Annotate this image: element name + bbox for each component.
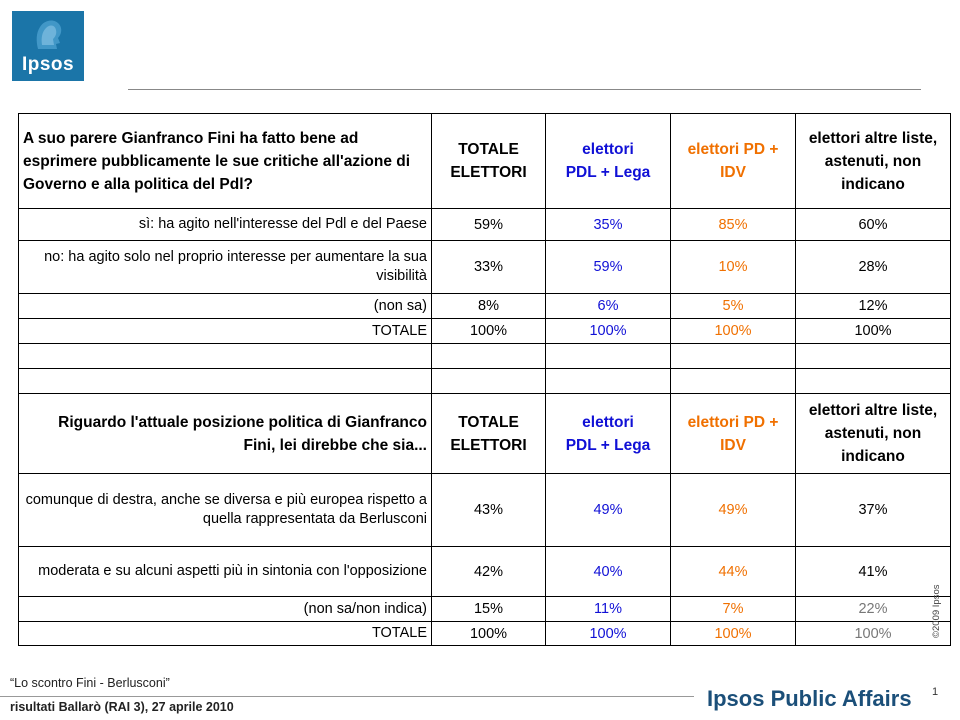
- row-label: sì: ha agito nell'interesse del Pdl e del Paese: [19, 209, 432, 241]
- header-totale-elettori: [432, 114, 546, 209]
- header-line: IDV: [720, 164, 746, 181]
- header-line: indicano: [841, 448, 905, 465]
- copyright-notice: [922, 560, 948, 640]
- empty-cell: [19, 369, 432, 394]
- value-totale: 33%: [432, 241, 546, 294]
- footer-divider: [0, 696, 694, 697]
- row-label: TOTALE: [19, 319, 432, 344]
- question1-header-row: [19, 114, 951, 209]
- header-line: ELETTORI: [450, 164, 527, 181]
- value-pdl: 40%: [546, 547, 671, 597]
- value-pd: 100%: [671, 319, 796, 344]
- value-altre: 100%: [796, 319, 951, 344]
- empty-cell: [19, 344, 432, 369]
- question1-text: A suo parere Gianfranco Fini ha fatto bene ad esprimere pubblicamente le sue critiche all'azione di Governo e alla politica del Pdl?: [19, 114, 432, 209]
- empty-cell: [671, 369, 796, 394]
- header-line: IDV: [720, 436, 746, 454]
- empty-cell: [432, 369, 546, 394]
- value-totale: 42%: [432, 547, 546, 597]
- value-altre: 100%: [796, 622, 951, 646]
- footer-title: “Lo scontro Fini - Berlusconi”: [10, 676, 170, 690]
- value-pd: 7%: [671, 597, 796, 622]
- empty-cell: [796, 369, 951, 394]
- value-pdl: 35%: [546, 209, 671, 241]
- company-name: Ipsos Public Affairs: [707, 686, 912, 711]
- value-pd: 10%: [671, 241, 796, 294]
- header-line: elettori altre liste,: [808, 402, 938, 419]
- header-line: PDL + Lega: [565, 164, 651, 181]
- logo-brand: Ipsos: [21, 54, 75, 75]
- footer-subtitle: risultati Ballarò (RAI 3), 27 aprile 2010: [10, 700, 234, 714]
- table-row: [19, 474, 951, 547]
- value-totale: 43%: [432, 474, 546, 547]
- value-pdl: 100%: [546, 319, 671, 344]
- header-totale-elettori: [432, 394, 546, 474]
- header-line: elettori PD +: [687, 141, 779, 158]
- table-row: [19, 597, 951, 622]
- header-line: astenuti, non: [824, 425, 922, 442]
- value-totale: 100%: [432, 622, 546, 646]
- header-pdl-lega: [546, 394, 671, 474]
- table-row-total: [19, 319, 951, 344]
- ipsos-logo: [12, 11, 84, 81]
- table-row-total: [19, 622, 951, 646]
- question2-header-row: [19, 394, 951, 474]
- empty-cell: [796, 344, 951, 369]
- row-label: (non sa): [19, 294, 432, 319]
- value-totale: 59%: [432, 209, 546, 241]
- header-line: elettori altre liste,: [808, 129, 938, 147]
- header-line: TOTALE: [458, 141, 519, 158]
- empty-cell: [546, 344, 671, 369]
- empty-cell: [671, 344, 796, 369]
- value-pd: 5%: [671, 294, 796, 319]
- header-line: TOTALE: [458, 413, 519, 431]
- empty-cell: [546, 369, 671, 394]
- header-line: elettori: [582, 141, 634, 158]
- value-pdl: 49%: [546, 474, 671, 547]
- value-pdl: 100%: [546, 622, 671, 646]
- value-altre: 37%: [796, 474, 951, 547]
- value-altre: 28%: [796, 241, 951, 294]
- question2-text: Riguardo l'attuale posizione politica di Gianfranco Fini, lei direbbe che sia...: [19, 394, 432, 474]
- row-label: no: ha agito solo nel proprio interesse per aumentare la sua visibilità: [19, 241, 432, 294]
- head-silhouette-icon: [30, 15, 66, 55]
- table-row: [19, 547, 951, 597]
- value-altre: 22%: [796, 597, 951, 622]
- value-pd: 100%: [671, 622, 796, 646]
- header-altre-liste: [796, 114, 951, 209]
- value-altre: 12%: [796, 294, 951, 319]
- value-pdl: 59%: [546, 241, 671, 294]
- row-label: moderata e su alcuni aspetti più in sintonia con l'opposizione: [19, 547, 432, 597]
- header-pdl-lega: [546, 114, 671, 209]
- empty-row: [19, 369, 951, 394]
- header-line: PDL + Lega: [565, 436, 651, 454]
- value-pdl: 6%: [546, 294, 671, 319]
- header-altre-liste: [796, 394, 951, 474]
- value-pd: 44%: [671, 547, 796, 597]
- empty-row: [19, 344, 951, 369]
- copyright-text: ©2009 Ipsos: [931, 584, 942, 638]
- empty-cell: [432, 344, 546, 369]
- value-totale: 8%: [432, 294, 546, 319]
- header-pd-idv: [671, 114, 796, 209]
- value-totale: 15%: [432, 597, 546, 622]
- page-number: 1: [932, 686, 939, 698]
- value-totale: 100%: [432, 319, 546, 344]
- row-label: (non sa/non indica): [19, 597, 432, 622]
- survey-table: [18, 113, 951, 646]
- table-row: [19, 209, 951, 241]
- value-altre: 60%: [796, 209, 951, 241]
- header-line: ELETTORI: [450, 436, 527, 454]
- table-row: [19, 241, 951, 294]
- header-line: astenuti, non: [824, 152, 922, 170]
- value-pd: 85%: [671, 209, 796, 241]
- row-label: TOTALE: [19, 622, 432, 646]
- value-pd: 49%: [671, 474, 796, 547]
- header-line: indicano: [841, 175, 905, 193]
- header-pd-idv: [671, 394, 796, 474]
- table-row: [19, 294, 951, 319]
- row-label: comunque di destra, anche se diversa e più europea rispetto a quella rappresentata da Berlusconi: [19, 474, 432, 547]
- header-divider: [128, 89, 921, 90]
- value-altre: 41%: [796, 547, 951, 597]
- header-line: elettori PD +: [687, 413, 779, 431]
- header-line: elettori: [582, 413, 634, 431]
- value-pdl: 11%: [546, 597, 671, 622]
